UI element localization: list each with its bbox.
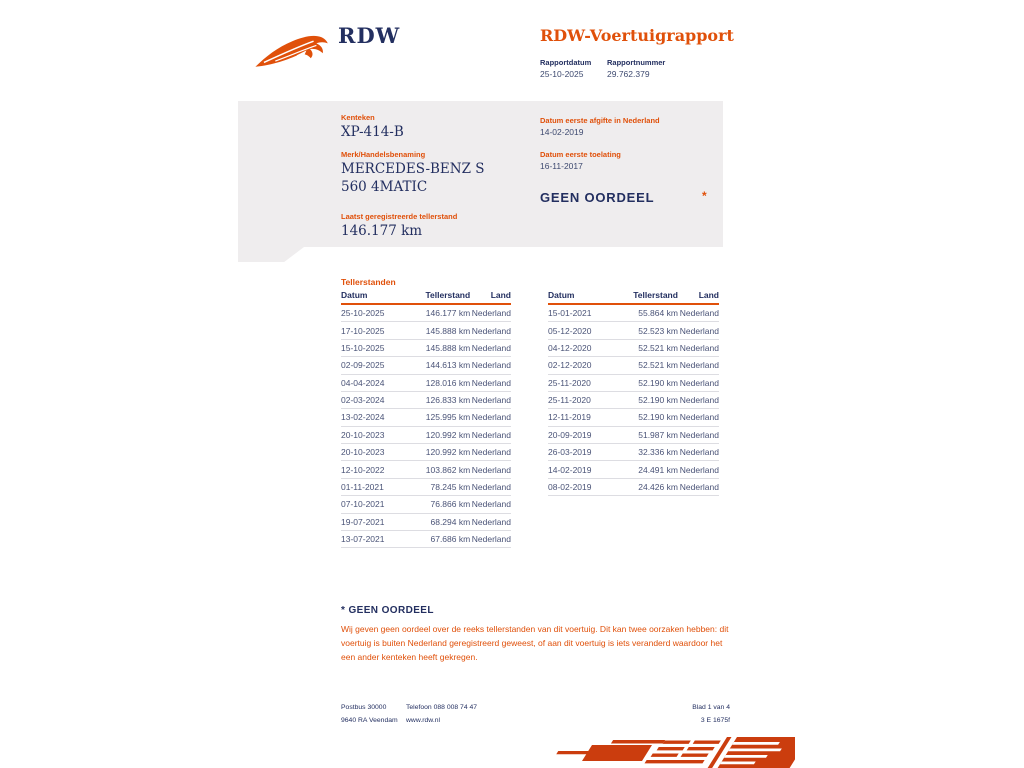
table-row: [341, 374, 511, 391]
table-cell: Nederland: [470, 322, 511, 339]
col-land: Land: [678, 290, 719, 304]
table-cell: 15-01-2021: [548, 304, 616, 322]
table-cell: Nederland: [470, 461, 511, 478]
col-land: Land: [470, 290, 511, 304]
table-cell: Nederland: [470, 513, 511, 530]
table-row: [341, 339, 511, 356]
table-cell: Nederland: [678, 426, 719, 443]
table-cell: 25-11-2020: [548, 374, 616, 391]
footer-website: www.rdw.nl: [406, 717, 440, 724]
table-cell: Nederland: [470, 374, 511, 391]
merk-value: MERCEDES-BENZ S 560 4MATIC: [341, 161, 485, 195]
col-tellerstand: Tellerstand: [409, 290, 470, 304]
table-cell: 128.016 km: [409, 374, 470, 391]
table-cell: Nederland: [678, 444, 719, 461]
table-cell: Nederland: [470, 426, 511, 443]
table-cell: 25-10-2025: [341, 304, 409, 322]
footer-form-code: 3 E 1675f: [700, 717, 730, 724]
table-cell: Nederland: [470, 496, 511, 513]
table-row: [341, 426, 511, 443]
table-cell: 55.864 km: [616, 304, 678, 322]
table-row: [548, 304, 719, 322]
table-cell: 78.245 km: [409, 478, 470, 495]
speed-stripes-decoration: [545, 737, 795, 768]
table-cell: 12-10-2022: [341, 461, 409, 478]
toelating-label: Datum eerste toelating: [540, 150, 621, 159]
table-cell: 17-10-2025: [341, 322, 409, 339]
report-date-label: Rapportdatum: [540, 58, 592, 67]
table-cell: 26-03-2019: [548, 444, 616, 461]
col-tellerstand: Tellerstand: [616, 290, 678, 304]
table-row: [548, 391, 719, 408]
table-cell: 04-12-2020: [548, 339, 616, 356]
footnote-title: [341, 605, 434, 616]
footnote-title-text: GEEN OORDEEL: [348, 605, 434, 616]
report-date-value: 25-10-2025: [540, 69, 584, 79]
kenteken-label: Kenteken: [341, 113, 375, 122]
table-header-row: [341, 290, 511, 304]
table-cell: 04-04-2024: [341, 374, 409, 391]
tellerstanden-table-left: [341, 290, 511, 548]
table-cell: 20-09-2019: [548, 426, 616, 443]
table-row: [548, 322, 719, 339]
table-row: [548, 478, 719, 495]
table-cell: Nederland: [470, 409, 511, 426]
table-cell: Nederland: [470, 339, 511, 356]
table-cell: Nederland: [678, 478, 719, 495]
table-row: [548, 357, 719, 374]
footer-address-line2: 9640 RA Veendam: [341, 717, 398, 724]
table-cell: Nederland: [678, 391, 719, 408]
toelating-value: 16-11-2017: [540, 161, 583, 171]
table-cell: 20-10-2023: [341, 444, 409, 461]
table-cell: 51.987 km: [616, 426, 678, 443]
table-cell: 145.888 km: [409, 322, 470, 339]
table-cell: Nederland: [470, 357, 511, 374]
table-cell: 19-07-2021: [341, 513, 409, 530]
table-cell: 103.862 km: [409, 461, 470, 478]
afgifte-label: Datum eerste afgifte in Nederland: [540, 116, 660, 125]
footer-phone: Telefoon 088 008 74 47: [406, 704, 478, 711]
table-cell: 145.888 km: [409, 339, 470, 356]
footer-address-line1: Postbus 30000: [341, 704, 387, 711]
table-cell: 52.190 km: [616, 374, 678, 391]
table-cell: 02-12-2020: [548, 357, 616, 374]
table-cell: 146.177 km: [409, 304, 470, 322]
table-cell: 52.521 km: [616, 357, 678, 374]
table-row: [341, 444, 511, 461]
table-row: [548, 374, 719, 391]
table-row: [341, 391, 511, 408]
table-cell: Nederland: [470, 304, 511, 322]
merk-label: Merk/Handelsbenaming: [341, 150, 426, 159]
table-cell: 32.336 km: [616, 444, 678, 461]
table-row: [341, 357, 511, 374]
tellerstanden-table-right: [548, 290, 719, 496]
table-cell: 12-11-2019: [548, 409, 616, 426]
table-cell: 07-10-2021: [341, 496, 409, 513]
table-cell: 67.686 km: [409, 530, 470, 547]
footnote-body: Wij geven geen oordeel over de reeks tellerstanden van dit voertuig. Dit kan twee oorzaken hebben: dit voertuig is buiten Nederland geregistreerd geweest, of aan dit voertuig is iets veranderd waardoor het een ander kenteken heeft gekregen.: [341, 624, 729, 662]
table-cell: Nederland: [678, 409, 719, 426]
table-row: [341, 530, 511, 547]
table-cell: 125.995 km: [409, 409, 470, 426]
tellerstand-label: Laatst geregistreerde tellerstand: [341, 212, 458, 221]
table-cell: Nederland: [470, 391, 511, 408]
table-cell: 52.521 km: [616, 339, 678, 356]
footer-page-number: Blad 1 van 4: [692, 704, 730, 711]
table-cell: 52.190 km: [616, 409, 678, 426]
table-cell: 02-09-2025: [341, 357, 409, 374]
table-row: [548, 339, 719, 356]
table-cell: Nederland: [678, 461, 719, 478]
table-cell: 05-12-2020: [548, 322, 616, 339]
table-row: [341, 513, 511, 530]
table-header-row: [548, 290, 719, 304]
table-row: [341, 461, 511, 478]
tellerstanden-heading: Tellerstanden: [341, 277, 396, 287]
table-cell: 13-02-2024: [341, 409, 409, 426]
vehicle-summary-box-tail: [238, 247, 304, 262]
table-cell: 24.426 km: [616, 478, 678, 495]
kenteken-value: XP-414-B: [341, 124, 404, 140]
rdw-wordmark: RDW: [338, 23, 401, 48]
table-row: [341, 304, 511, 322]
table-row: [341, 496, 511, 513]
table-cell: Nederland: [678, 304, 719, 322]
table-cell: 120.992 km: [409, 444, 470, 461]
table-cell: 52.190 km: [616, 391, 678, 408]
table-row: [548, 461, 719, 478]
report-number-label: Rapportnummer: [607, 58, 666, 67]
table-cell: 13-07-2021: [341, 530, 409, 547]
footer-address: [341, 701, 398, 727]
tellerstand-value: 146.177 km: [341, 223, 423, 239]
table-cell: Nederland: [678, 339, 719, 356]
table-row: [341, 409, 511, 426]
footer-contact: [406, 701, 477, 727]
table-cell: Nederland: [470, 478, 511, 495]
table-cell: 25-11-2020: [548, 391, 616, 408]
table-cell: 01-11-2021: [341, 478, 409, 495]
footer-meta: [610, 701, 730, 727]
table-cell: 76.866 km: [409, 496, 470, 513]
table-row: [548, 409, 719, 426]
table-cell: 144.613 km: [409, 357, 470, 374]
footnote-asterisk: *: [341, 605, 346, 616]
table-cell: Nederland: [678, 322, 719, 339]
table-cell: 68.294 km: [409, 513, 470, 530]
table-cell: 20-10-2023: [341, 426, 409, 443]
table-cell: 24.491 km: [616, 461, 678, 478]
page-title: RDW-Voertuigrapport: [540, 26, 734, 45]
table-cell: 126.833 km: [409, 391, 470, 408]
col-datum: Datum: [341, 290, 409, 304]
oordeel-status: GEEN OORDEEL: [540, 190, 655, 205]
table-cell: 120.992 km: [409, 426, 470, 443]
report-number-value: 29.762.379: [607, 69, 650, 79]
table-cell: 02-03-2024: [341, 391, 409, 408]
table-row: [341, 478, 511, 495]
table-cell: Nederland: [678, 374, 719, 391]
table-row: [341, 322, 511, 339]
table-cell: Nederland: [678, 357, 719, 374]
table-cell: 15-10-2025: [341, 339, 409, 356]
table-cell: 08-02-2019: [548, 478, 616, 495]
table-row: [548, 444, 719, 461]
afgifte-value: 14-02-2019: [540, 127, 584, 137]
table-cell: 52.523 km: [616, 322, 678, 339]
table-row: [548, 426, 719, 443]
col-datum: Datum: [548, 290, 616, 304]
table-cell: Nederland: [470, 444, 511, 461]
rdw-wing-logo: [254, 26, 332, 72]
table-cell: Nederland: [470, 530, 511, 547]
table-cell: 14-02-2019: [548, 461, 616, 478]
asterisk-icon: *: [702, 189, 707, 203]
